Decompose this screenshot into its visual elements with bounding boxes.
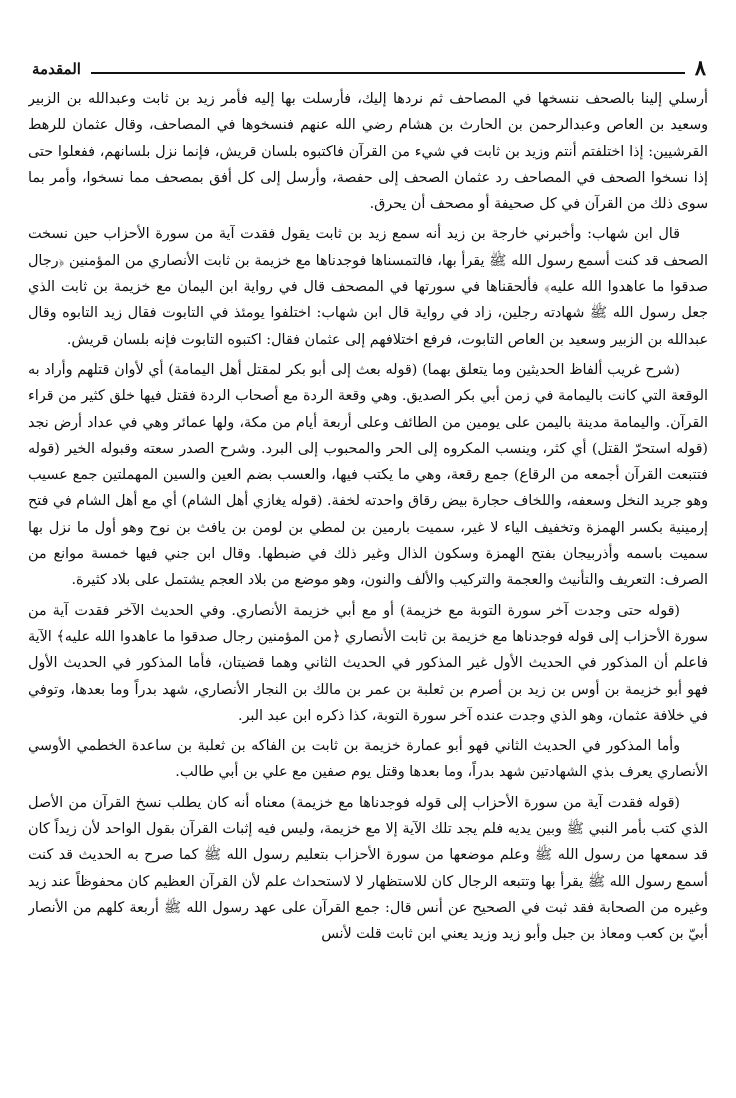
header-rule (91, 72, 685, 74)
page-header (32, 54, 706, 80)
paragraph-continuation: أرسلي إلينا بالصحف ننسخها في المصاحف ثم نردها إليك، فأرسلت بها إليه فأمر زيد بن ثابت وعبدالله بن الزبير وسعيد بن العاص وعبدالرحمن بن الحارث بن هشام رضي الله عنهم فنسخوها في المصاحف، وقال عثمان للرهط القرشيين: إذا اختلفتم أنتم وزيد بن ثابت في شيء من القرآن فاكتبوه بلسان قريش، فإنما نزل بلسانهم، ففعلوا حتى إذا نسخوا الصحف في المصاحف رد عثمان الصحف إلى حفصة، وأرسل إلى كل أفق بمصحف مما نسخوا، وأمر بما سوى ذلك من القرآن في كل صحيفة أو مصحف أن يحرق. (28, 91, 708, 213)
page-number: ٨ (694, 55, 706, 80)
paragraph-ahzab-verse: (قوله فقدت آية من سورة الأحزاب إلى قوله فوجدناها مع خزيمة) معناه أنه كان يطلب نسخ القرآن من الأصل الذي كتب بأمر النبي ﷺ وبين يديه فلم يجد تلك الآية إلا مع خزيمة، وليس فيه إثبات القرآن بقول الواحد لأن زيداً كان قد سمعها من رسول الله ﷺ وعلم موضعها من سورة الأحزاب بتعليم رسول الله ﷺ كما صرح به الحديث قد كنت أسمع رسول الله ﷺ يقرأ بها وتتبعه الرجال كان للاستظهار لا لاستحداث علم لأن القرآن العظيم كان محفوظاً عند زيد وغيره من الصحابة فقد ثبت في الصحيح عن أنس قال: جمع القرآن على عهد رسول الله ﷺ أربعة كلهم من الأنصار أبيّ بن كعب ومعاذ بن جبل وأبو زيد وزيد يعني ابن ثابت قلت لأنس (28, 794, 708, 943)
page-body (28, 86, 708, 1078)
paragraph-second-hadith: وأما المذكور في الحديث الثاني فهو أبو عمارة خزيمة بن ثابت بن الفاكه بن ثعلبة بن ساعدة الخطمي الأوسي الأنصاري يعرف بذي الشهادتين شهد بدراً، وما بعدها وقتل يوم صفين مع علي بن أبي طالب. (28, 738, 708, 781)
paragraph-khuzaima: (قوله حتى وجدت آخر سورة التوبة مع خزيمة) أو مع أبي خزيمة الأنصاري. وفي الحديث الآخر فقدت آية من سورة الأحزاب إلى قوله فوجدناها مع خزيمة بن ثابت الأنصاري ﴿من المؤمنين رجال صدقوا ما عاهدوا الله عليه﴾ الآية فاعلم أن المذكور في الحديث الأول غير المذكور في الحديث الثاني وهما قضيتان، فأما المذكور في الحديث الأول فهو أبو خزيمة بن أوس بن زيد بن أصرم بن ثعلبة بن عمر بن مالك بن النجار الأنصاري، شهد بدراً وما بعدها، وتوفي في خلافة عثمان، وهو الذي وجدت عنده آخر سورة التوبة، كذا ذكره ابن عبد البر. (28, 602, 708, 724)
section-title: المقدمة (32, 60, 81, 78)
paragraph-ibn-shihab: قال ابن شهاب: وأخبرني خارجة بن زيد أنه سمع زيد بن ثابت يقول فقدت آية من سورة الأحزاب حين نسخت الصحف قد كنت أسمع رسول الله ﷺ يقرأ بها، فالتمسناها فوجدناها مع خزيمة بن ثابت الأنصاري من المؤمنين ﴿رجال صدقوا ما عاهدوا الله عليه﴾ فألحقناها في سورتها في المصحف قال في رواية ابن اليمان مع خزيمة بن ثابت الذي جعل رسول الله ﷺ شهادته رجلين، زاد في رواية قال ابن شهاب: اختلفوا يومئذ في التابوت فقال زيد التابوه وقال عبدالله بن الزبير وسعيد بن العاص التابوت، فرفع اختلافهم إلى عثمان فقال: اكتبوه التابوت فإنه بلسان قريش. (28, 226, 708, 348)
paragraph-explanation: (شرح غريب ألفاظ الحديثين وما يتعلق بهما) (قوله بعث إلى أبو بكر لمقتل أهل اليمامة) أي لأوان قتلهم وأراد به الوقعة التي كانت باليمامة في زمن أبي بكر الصديق. وهي وقعة الردة مع أصحاب الردة فقتل فيها خلق كثير من قراء القرآن. واليمامة مدينة باليمن على يومين من الطائف وعلى أربعة أيام من مكة، ولها عمائر وهي في عداد أرض نجد (قوله استحرّ القتل) أي كثر، وينسب المكروه إلى الحر والمحبوب إلى البرد. وشرح الصدر سعته وقبوله الخير (قوله فتتبعت القرآن أجمعه من الرقاع) جمع رقعة، وهي ما يكتب فيها، والعسب بضم العين والسين المهملتين جمع عسيب وهو جريد النخل وسعفه، واللخاف حجارة بيض رقاق واحدته لخفة. (قوله يغازي أهل الشام) أي مع أهل الشام في فتح إرمينية بكسر الهمزة وتخفيف الياء لا غير، سميت بارمين بن لمطي بن لومن بن يافث بن نوح وهو أول ما نزل بها سميت باسمه وأذربيجان بفتح الهمزة وسكون الذال وغير ذلك في ضبطها. وقال ابن جني فيها خمسة موانع من الصرف: التعريف والتأنيث والعجمة والتركيب والألف والنون، وهو موضع من بلاد العجم يشتمل على بلاد كثيرة. (28, 361, 708, 589)
